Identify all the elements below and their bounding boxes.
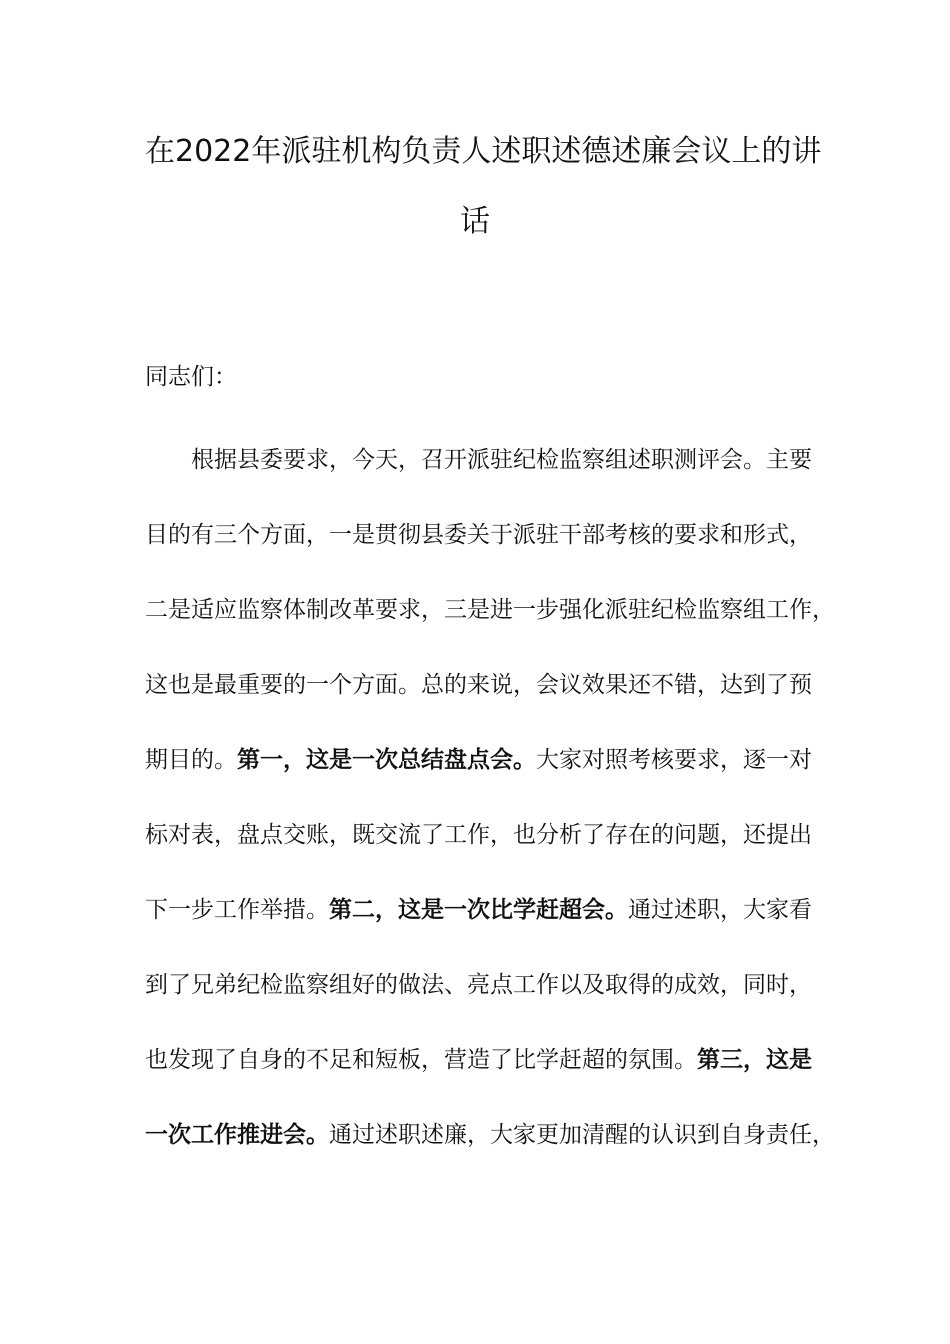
- body-text: 大家对照考核要求，逐一对: [536, 747, 812, 773]
- body-text: 到了兄弟纪检监察组好的做法、亮点工作以及取得的成效，同时，: [145, 972, 812, 998]
- body-text: 根据县委要求，今天，召开派驻纪检监察组述职测评会。主要: [191, 447, 812, 473]
- body-line: [145, 524, 812, 547]
- body-text: 通过述职，大家看: [628, 897, 812, 923]
- body-line: [145, 674, 812, 697]
- body-text: 目的有三个方面，一是贯彻县委关于派驻干部考核的要求和形式，: [145, 522, 812, 548]
- body-line: [145, 599, 835, 622]
- body-text: 这也是最重要的一个方面。总的来说，会议效果还不错，达到了预: [145, 672, 812, 698]
- body-line: [145, 824, 812, 847]
- document-title-line-2: 话: [460, 204, 490, 239]
- emphasis-text: 一次工作推进会。: [145, 1122, 329, 1148]
- body-text: 二是适应监察体制改革要求，三是进一步强化派驻纪检监察组工作，: [145, 597, 835, 623]
- body-line: [191, 449, 812, 472]
- body-line: [145, 1049, 812, 1072]
- body-line: [145, 974, 812, 997]
- body-text: 也发现了自身的不足和短板，营造了比学赶超的氛围。: [145, 1047, 697, 1073]
- body-text: 标对表，盘点交账，既交流了工作，也分析了存在的问题，还提出: [145, 822, 812, 848]
- body-line: [145, 1124, 835, 1147]
- body-text: 期目的。: [145, 747, 237, 773]
- emphasis-text: 第二，这是一次比学赶超会。: [329, 897, 628, 923]
- emphasis-text: 第三，这是: [697, 1047, 812, 1073]
- body-text: 通过述职述廉，大家更加清醒的认识到自身责任，: [329, 1122, 835, 1148]
- emphasis-text: 第一，这是一次总结盘点会。: [237, 747, 536, 773]
- body-line: [145, 749, 812, 772]
- body-text: 下一步工作举措。: [145, 897, 329, 923]
- document-title-line-1: 在2022年派驻机构负责人述职述德述廉会议上的讲: [145, 134, 822, 169]
- salutation: 同志们：: [145, 364, 237, 390]
- body-line: [145, 899, 812, 922]
